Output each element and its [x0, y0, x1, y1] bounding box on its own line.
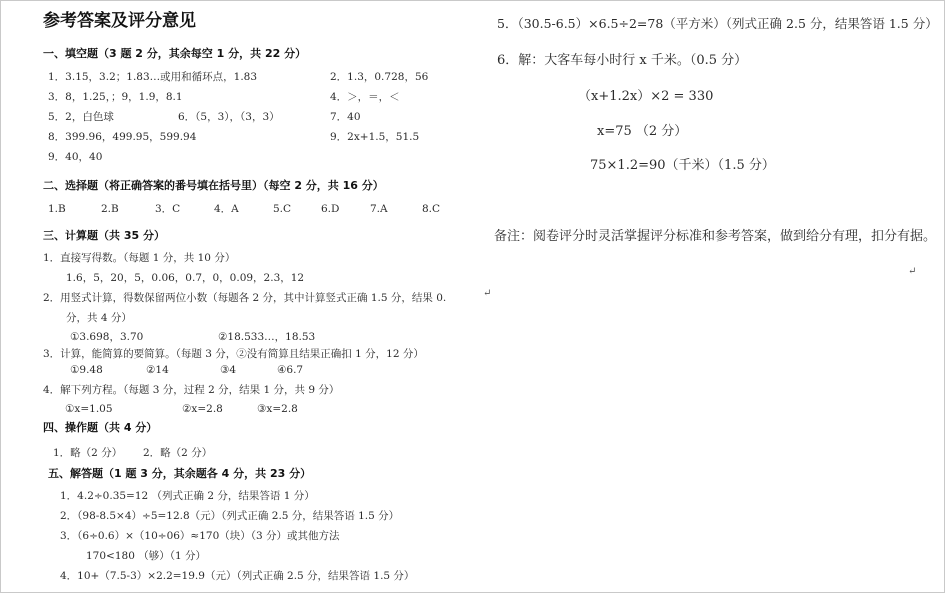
answer-line: 5．2，白色球 [48, 111, 114, 123]
answer-line: ③x=2.8 [257, 403, 298, 415]
section-heading-fill-blanks: 一、填空题（3 题 2 分，其余每空 1 分，共 22 分） [43, 47, 307, 60]
section-heading-operation: 四、操作题（共 4 分） [43, 421, 158, 434]
answer-line: 1.6，5，20，5，0.06，0.7，0，0.09，2.3，12 [66, 272, 305, 284]
answer-line: 2．用竖式计算，得数保留两位小数（每题各 2 分，其中计算竖式正确 1.5 分，结果 0. [43, 292, 447, 304]
choice-answer: 4．A [214, 203, 239, 215]
answer-line: 4．解下列方程。（每题 3 分，过程 2 分，结果 1 分，共 9 分） [43, 384, 340, 396]
answer-line: 4．＞，＝，＜ [330, 91, 400, 103]
answer-line: 1．3.15，3.2；1.83…或用和循环点，1.83 [48, 71, 258, 83]
answer-line: 170<180 （够）（1 分） [86, 550, 206, 562]
answer-line: 2．略（2 分） [143, 447, 213, 459]
equation-line: 75×1.2=90（千米）（1.5 分） [590, 158, 775, 173]
section-heading-word-problems: 五、解答题（1 题 3 分，其余题各 4 分，共 23 分） [48, 467, 312, 480]
answer-line: ②14 [146, 364, 169, 376]
answer-line: 2．（98-8.5×4）÷5=12.8（元）（列式正确 2.5 分，结果答语 1.5 分） [60, 510, 400, 522]
paragraph-mark-icon: ↵ [483, 288, 492, 299]
answer-line: 8．399.96，499.95，599.94 [48, 131, 197, 143]
choice-answer: 7.A [370, 203, 388, 215]
answer-line: 分，共 4 分） [66, 312, 132, 324]
choice-answer: 8.C [422, 203, 441, 215]
choice-answer: 2.B [101, 203, 119, 215]
choice-answer: 6.D [321, 203, 340, 215]
section-heading-calculation: 三、计算题（共 35 分） [43, 229, 165, 242]
answer-line: 9．40，40 [48, 151, 103, 163]
answer-line: 6．（5，3），（3，3） [178, 111, 280, 123]
answer-line: 1．直接写得数。（每题 1 分，共 10 分） [43, 252, 236, 264]
choice-answer: 1.B [48, 203, 66, 215]
answer-line: 1．4.2÷0.35=12 （列式正确 2 分，结果答语 1 分） [60, 490, 315, 502]
grading-note: 备注：阅卷评分时灵活掌握评分标准和参考答案，做到给分有理，扣分有据。 [494, 229, 937, 244]
equation-line: （x+1.2x）×2 = 330 [578, 89, 714, 104]
choice-answer: 3．C [155, 203, 181, 215]
answer-line: 3．（6÷0.6）×（10÷06）≈170（块）（3 分）或其他方法 [60, 530, 340, 542]
page-title: 参考答案及评分意见 [43, 11, 196, 31]
answer-line: ②x=2.8 [182, 403, 223, 415]
answer-line: 1．略（2 分） [53, 447, 123, 459]
equation-line: x=75 （2 分） [597, 124, 688, 139]
answer-line: ④6.7 [277, 364, 304, 376]
answer-line: 4．10+（7.5-3）×2.2=19.9（元）（列式正确 2.5 分，结果答语 1.5 分） [60, 570, 415, 582]
answer-line: ①x=1.05 [65, 403, 113, 415]
choice-answer: 5.C [273, 203, 292, 215]
answer-line: ③4 [220, 364, 237, 376]
answer-line: 6．解：大客车每小时行 x 千米。（0.5 分） [497, 53, 748, 68]
answer-line: ①9.48 [70, 364, 103, 376]
section-heading-multiple-choice: 二、选择题（将正确答案的番号填在括号里）（每空 2 分，共 16 分） [43, 179, 384, 192]
answer-line: 7．40 [330, 111, 361, 123]
answer-line: ①3.698，3.70 [70, 331, 144, 343]
answer-line: 5．（30.5-6.5）×6.5÷2=78（平方米）（列式正确 2.5 分，结果答语 1.5 分） [497, 16, 938, 31]
answer-line: 9．2x+1.5，51.5 [330, 131, 420, 143]
answer-line: 3．计算，能简算的要简算。（每题 3 分，②没有简算且结果正确扣 1 分，12 分） [43, 348, 424, 360]
answer-line: 2．1.3，0.728，56 [330, 71, 429, 83]
paragraph-mark-icon: ↵ [908, 266, 917, 277]
answer-line: ②18.533…，18.53 [218, 331, 316, 343]
answer-line: 3．8，1.25，；9，1.9，8.1 [48, 91, 183, 103]
